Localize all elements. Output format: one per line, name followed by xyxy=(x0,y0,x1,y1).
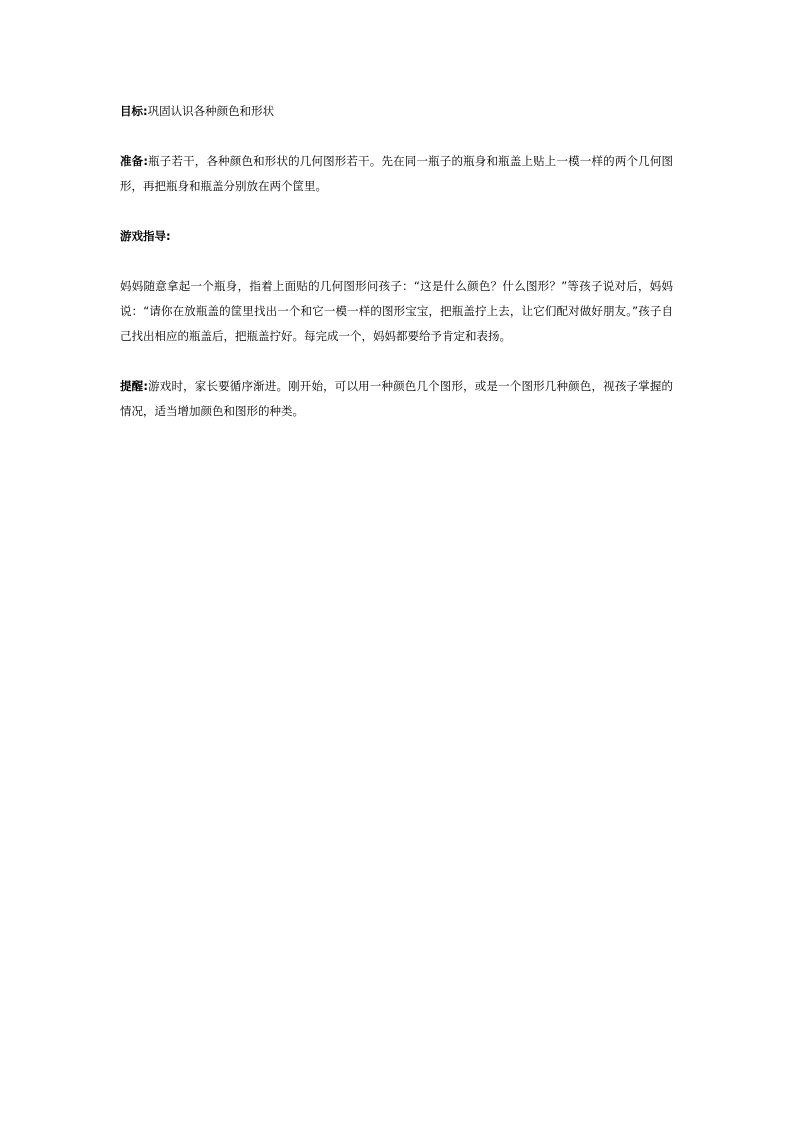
guidance-label: 游戏指导: xyxy=(120,229,171,243)
guidance-paragraph xyxy=(120,274,673,349)
reminder-paragraph xyxy=(120,374,673,424)
preparation-paragraph xyxy=(120,149,673,199)
reminder-label: 提醒: xyxy=(120,379,148,393)
guidance-heading xyxy=(120,224,673,249)
document-body xyxy=(120,99,673,424)
goal-text: 巩固认识各种颜色和形状 xyxy=(147,104,275,118)
reminder-text: 游戏时，家长要循序渐进。刚开始，可以用一种颜色几个图形，或是一个图形几种颜色，视孩子掌握的情况，适当增加颜色和图形的种类。 xyxy=(120,379,673,418)
guidance-text: 妈妈随意拿起一个瓶身，指着上面贴的几何图形问孩子：“这是什么颜色？什么图形？”等孩子说对后，妈妈说：“请你在放瓶盖的筐里找出一个和它一模一样的图形宝宝，把瓶盖拧上去，让它们配对做好朋友。”孩子自己找出相应的瓶盖后，把瓶盖拧好。每完成一个，妈妈都要给予肯定和表扬。 xyxy=(120,279,673,343)
preparation-text: 瓶子若干，各种颜色和形状的几何图形若干。先在同一瓶子的瓶身和瓶盖上贴上一模一样的两个几何图形，再把瓶身和瓶盖分别放在两个筐里。 xyxy=(120,154,673,193)
preparation-label: 准备: xyxy=(120,154,148,168)
goal-label: 目标: xyxy=(120,104,148,118)
goal-paragraph xyxy=(120,99,673,124)
